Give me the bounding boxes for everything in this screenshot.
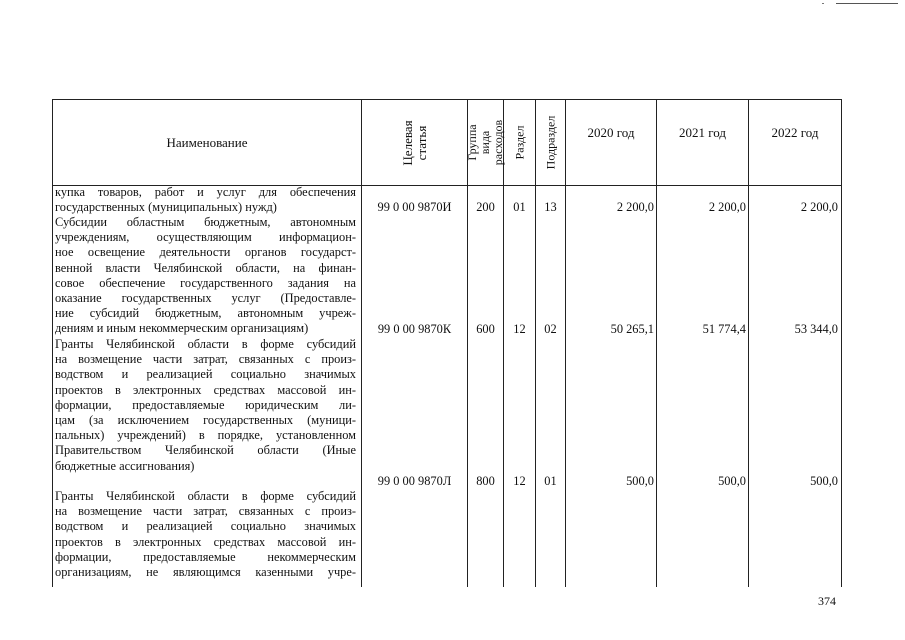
row-2021: 2 200,0	[708, 200, 746, 214]
row-subsection: 13	[544, 200, 557, 214]
row-section: 12	[513, 474, 526, 488]
row-2022: 500,0	[810, 474, 838, 488]
row-2020: 2 200,0	[616, 200, 654, 214]
row-2021: 500,0	[718, 474, 746, 488]
header-subsection: Подраздел	[543, 115, 558, 170]
header-target-article: Целевая статья	[399, 119, 429, 166]
scan-mark	[822, 3, 824, 4]
row-name: Гранты Челябинской области в форме субсидий на возмещение части затрат, связанных с произ- водством и реализацией социально значимых проектов в электронных средствах массовой ин- формации, предоставляемые юридическим ли- цам (за исключением государственных (муници- пальных) учреждений) в порядке, установленном Правительством Челябинской области (Иные бюджетные ассигнования)	[55, 337, 356, 473]
header-expense-group: Группа вида расходов	[465, 119, 505, 166]
row-name: Гранты Челябинской области в форме субсидий на возмещение части затрат, связанных с произ- водством и реализацией социально значимых проектов в электронных средствах массовой ин- формации, предоставляемые некоммерческим организациям, не являющимся казенными учре-	[55, 489, 356, 580]
header-2021: 2021 год	[679, 125, 726, 140]
header-2020: 2020 год	[587, 125, 635, 140]
row-group: 200	[476, 200, 495, 214]
scan-line	[836, 3, 898, 4]
row-group: 800	[476, 474, 495, 488]
col-border	[841, 99, 842, 587]
header-2022: 2022 год	[771, 125, 819, 140]
row-2022: 2 200,0	[800, 200, 838, 214]
row-code: 99 0 00 9870Л	[377, 474, 452, 488]
row-subsection: 01	[544, 474, 557, 488]
row-code: 99 0 00 9870К	[377, 322, 452, 336]
row-name: Субсидии областным бюджетным, автономным учреждениям, осуществляющим информацион- ное освещение деятельности органов государст- венной власти Челябинской области, на финан- совое обеспечение государственного задания на оказание государственных услуг (Предоставле- ние субсидий бюджетным, автономным учреж- дениям и иным некоммерческим организациям)	[55, 215, 356, 336]
row-subsection: 02	[544, 322, 557, 336]
row-2020: 50 265,1	[610, 322, 654, 336]
row-2022: 53 344,0	[794, 322, 838, 336]
row-section: 01	[513, 200, 526, 214]
row-2021: 51 774,4	[702, 322, 746, 336]
row-section: 12	[513, 322, 526, 336]
header-section: Раздел	[512, 125, 527, 160]
col-border	[565, 99, 566, 587]
col-border	[656, 99, 657, 587]
row-2020: 500,0	[626, 474, 654, 488]
header-name: Наименование	[166, 134, 248, 150]
col-border	[748, 99, 749, 587]
row-name: купка товаров, работ и услуг для обеспечения государственных (муниципальных) нужд)	[55, 185, 356, 215]
row-group: 600	[476, 322, 495, 336]
row-code: 99 0 00 9870И	[377, 200, 452, 214]
page-number: 374	[818, 594, 836, 608]
